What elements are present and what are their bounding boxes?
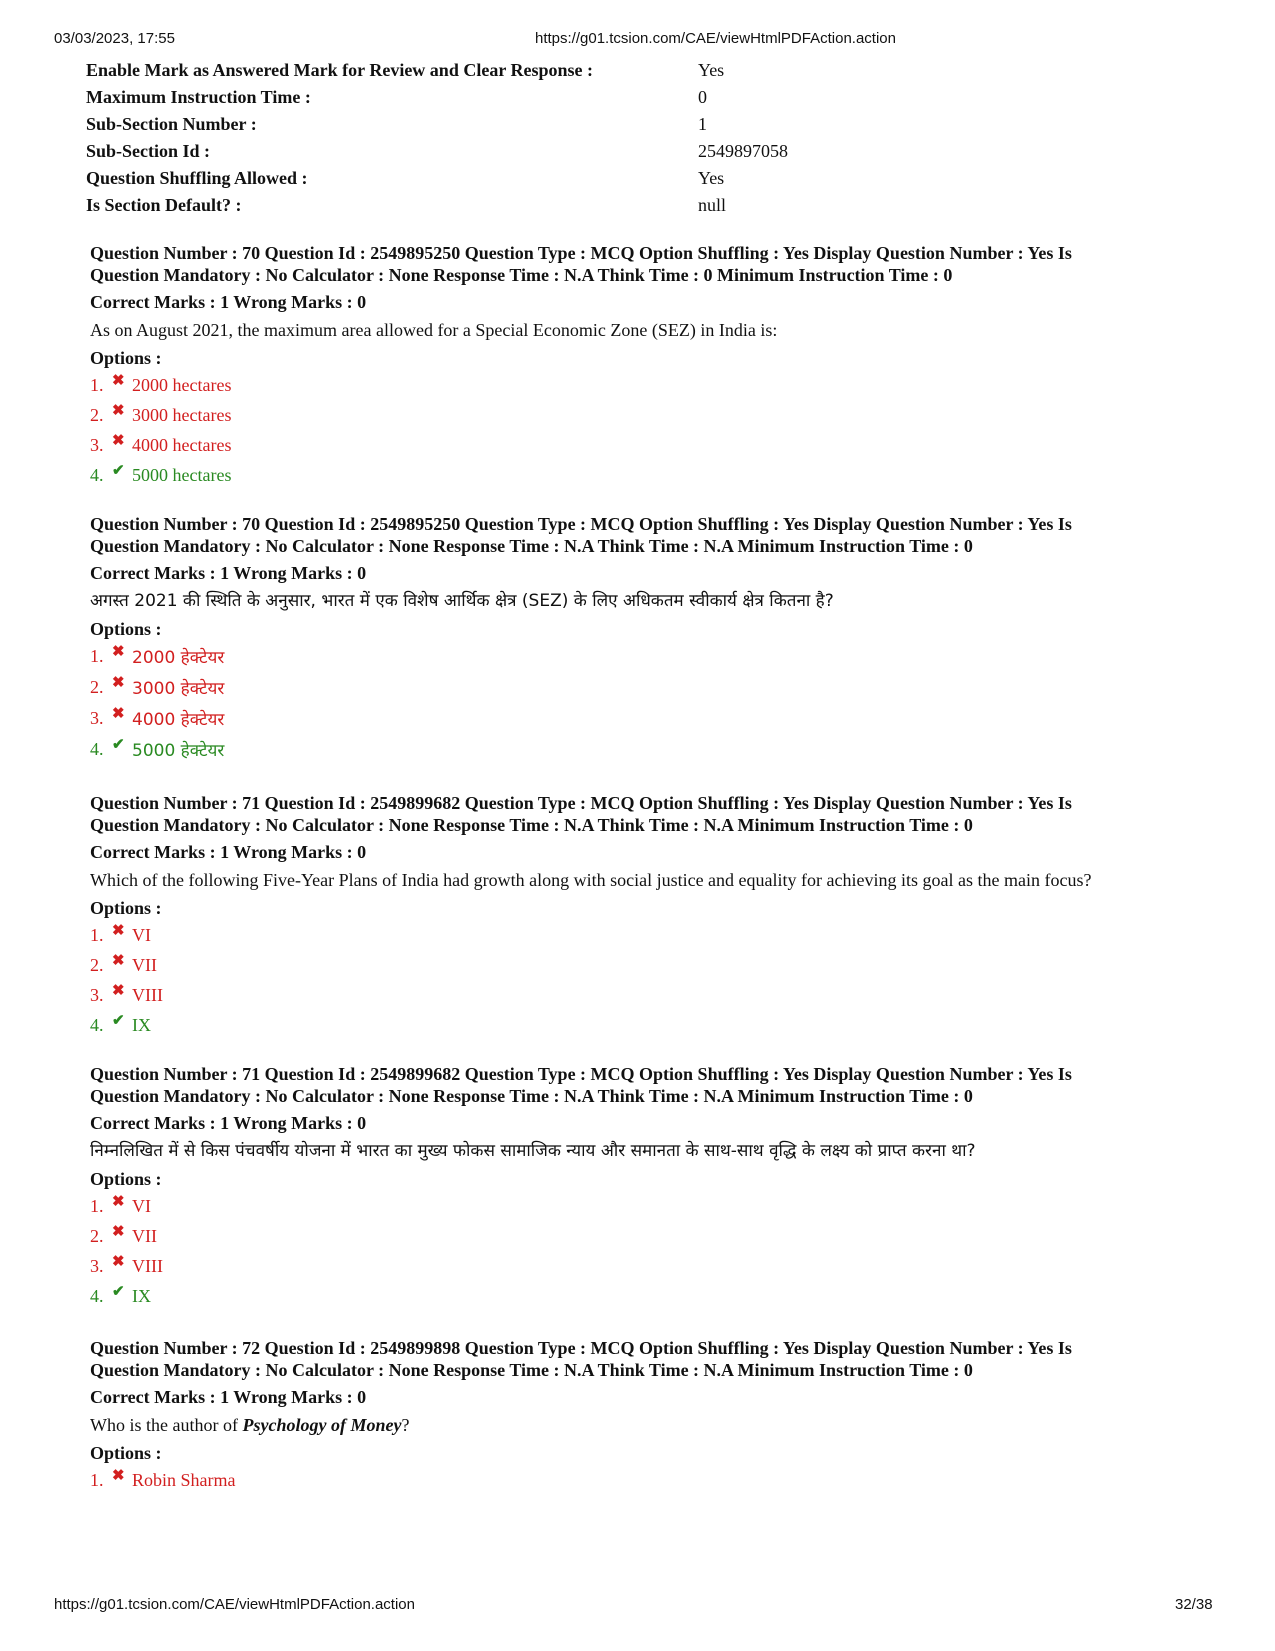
option-number: 2.	[90, 1225, 104, 1246]
cross-icon: ✖	[112, 922, 125, 939]
option-number: 4.	[90, 464, 104, 485]
option-item	[90, 1251, 1210, 1281]
meta-key: Question Shuffling Allowed :	[86, 168, 308, 188]
check-icon: ✔	[112, 1283, 125, 1300]
option-item	[90, 1465, 1210, 1495]
cross-icon: ✖	[112, 1223, 125, 1240]
option-number: 2.	[90, 404, 104, 425]
cross-icon: ✖	[112, 1253, 125, 1270]
meta-value: Yes	[698, 60, 725, 80]
question-header-line: Question Number : 71 Question Id : 2549899682 Question Type : MCQ Option Shuffling : Yes Display Question Number : Yes Is	[90, 1064, 1072, 1084]
question-header	[90, 792, 1210, 836]
option-text: 3000 hectares	[132, 404, 232, 425]
option-number: 1.	[90, 646, 104, 666]
option-number: 3.	[90, 434, 104, 455]
option-item	[90, 950, 1210, 980]
question-marks: Correct Marks : 1 Wrong Marks : 0	[90, 842, 367, 862]
page-number: 32/38	[1175, 1596, 1213, 1613]
question-header-line: Question Number : 72 Question Id : 2549899898 Question Type : MCQ Option Shuffling : Yes Display Question Number : Yes Is	[90, 1338, 1072, 1358]
question-header	[90, 1337, 1210, 1381]
question-text: Which of the following Five-Year Plans of India had growth along with social justice and equality for achieving its goal as the main focus?	[90, 870, 1092, 890]
question-block	[90, 242, 1210, 490]
option-number: 3.	[90, 1255, 104, 1276]
question-header-line: Question Number : 71 Question Id : 2549899682 Question Type : MCQ Option Shuffling : Yes Display Question Number : Yes Is	[90, 793, 1072, 813]
cross-icon: ✖	[112, 982, 125, 999]
option-text: 5000 हेक्टेयर	[132, 741, 225, 761]
check-icon: ✔	[112, 462, 125, 479]
option-item	[90, 370, 1210, 400]
question-text: अगस्त 2021 की स्थिति के अनुसार, भारत में एक विशेष आर्थिक क्षेत्र (SEZ) के लिए अधिकतम स्वीकार्य क्षेत्र कितना है?	[90, 591, 834, 611]
meta-row	[86, 84, 788, 111]
meta-row	[86, 138, 788, 165]
option-text: 2000 हेक्टेयर	[132, 648, 225, 668]
option-text: VI	[132, 924, 151, 945]
question-text	[90, 1413, 1210, 1437]
meta-row	[86, 57, 788, 84]
meta-row	[86, 192, 788, 219]
cross-icon: ✖	[112, 675, 125, 691]
option-text: VII	[132, 1225, 157, 1246]
option-item	[90, 980, 1210, 1010]
option-item	[90, 703, 1210, 734]
question-text-prefix: Who is the author of	[90, 1415, 243, 1435]
question-header	[90, 242, 1210, 286]
meta-value: null	[698, 195, 727, 215]
options-label: Options :	[90, 898, 162, 918]
option-number: 3.	[90, 984, 104, 1005]
question-block	[90, 513, 1210, 765]
check-icon: ✔	[112, 737, 125, 753]
option-number: 1.	[90, 374, 104, 395]
question-text: निम्नलिखित में से किस पंचवर्षीय योजना में भारत का मुख्य फोकस सामाजिक न्याय और समानता के साथ-साथ वृद्धि के लक्ष्य को प्राप्त करना था?	[90, 1141, 976, 1161]
meta-value: 1	[698, 114, 707, 134]
meta-key: Is Section Default? :	[86, 195, 242, 215]
option-number: 4.	[90, 1285, 104, 1306]
question-block	[90, 1337, 1210, 1495]
option-item	[90, 672, 1210, 703]
option-text: 2000 hectares	[132, 374, 232, 395]
question-header-line: Question Mandatory : No Calculator : None Response Time : N.A Think Time : N.A Minimum Instruction Time : 0	[90, 815, 973, 835]
cross-icon: ✖	[112, 432, 125, 449]
option-number: 4.	[90, 739, 104, 759]
print-footer-url: https://g01.tcsion.com/CAE/viewHtmlPDFAction.action	[54, 1596, 415, 1613]
meta-row	[86, 111, 788, 138]
option-text: VIII	[132, 984, 163, 1005]
question-text: As on August 2021, the maximum area allowed for a Special Economic Zone (SEZ) in India is:	[90, 320, 778, 340]
cross-icon: ✖	[112, 372, 125, 389]
option-number: 1.	[90, 1469, 104, 1490]
question-header-line: Question Mandatory : No Calculator : None Response Time : N.A Think Time : 0 Minimum Instruction Time : 0	[90, 265, 953, 285]
option-text: IX	[132, 1014, 151, 1035]
option-item	[90, 460, 1210, 490]
cross-icon: ✖	[112, 644, 125, 660]
question-header-line: Question Mandatory : No Calculator : None Response Time : N.A Think Time : N.A Minimum Instruction Time : 0	[90, 536, 973, 556]
option-item	[90, 1221, 1210, 1251]
option-number: 2.	[90, 954, 104, 975]
option-text: Robin Sharma	[132, 1469, 236, 1490]
meta-key: Maximum Instruction Time :	[86, 87, 311, 107]
print-datetime: 03/03/2023, 17:55	[54, 30, 175, 47]
option-item	[90, 430, 1210, 460]
question-marks: Correct Marks : 1 Wrong Marks : 0	[90, 1387, 367, 1407]
question-header-line: Question Number : 70 Question Id : 2549895250 Question Type : MCQ Option Shuffling : Yes Display Question Number : Yes Is	[90, 514, 1072, 534]
print-header-url: https://g01.tcsion.com/CAE/viewHtmlPDFAction.action	[535, 30, 896, 47]
option-number: 1.	[90, 1195, 104, 1216]
option-item	[90, 400, 1210, 430]
options-label: Options :	[90, 619, 162, 639]
cross-icon: ✖	[112, 1193, 125, 1210]
meta-value: 2549897058	[698, 141, 788, 161]
meta-row	[86, 165, 788, 192]
options-label: Options :	[90, 1169, 162, 1189]
option-number: 1.	[90, 924, 104, 945]
question-header-line: Question Mandatory : No Calculator : None Response Time : N.A Think Time : N.A Minimum Instruction Time : 0	[90, 1360, 973, 1380]
option-text: 4000 हेक्टेयर	[132, 710, 225, 730]
meta-value: Yes	[698, 168, 725, 188]
option-number: 2.	[90, 677, 104, 697]
cross-icon: ✖	[112, 1467, 125, 1484]
question-marks: Correct Marks : 1 Wrong Marks : 0	[90, 292, 367, 312]
section-meta	[86, 57, 788, 219]
option-text: VII	[132, 954, 157, 975]
question-text-suffix: ?	[401, 1415, 410, 1435]
options-label: Options :	[90, 1443, 162, 1463]
question-header	[90, 513, 1210, 557]
option-text: 3000 हेक्टेयर	[132, 679, 225, 699]
option-item	[90, 641, 1210, 672]
meta-value: 0	[698, 87, 707, 107]
question-marks: Correct Marks : 1 Wrong Marks : 0	[90, 563, 367, 583]
cross-icon: ✖	[112, 952, 125, 969]
meta-key: Sub-Section Number :	[86, 114, 257, 134]
check-icon: ✔	[112, 1012, 125, 1029]
option-number: 3.	[90, 708, 104, 728]
option-item	[90, 1010, 1210, 1040]
question-header	[90, 1063, 1210, 1107]
option-number: 4.	[90, 1014, 104, 1035]
meta-key: Enable Mark as Answered Mark for Review and Clear Response :	[86, 60, 593, 80]
cross-icon: ✖	[112, 706, 125, 722]
question-block	[90, 792, 1210, 1040]
option-item	[90, 1281, 1210, 1311]
option-text: 5000 hectares	[132, 464, 232, 485]
meta-key: Sub-Section Id :	[86, 141, 211, 161]
option-text: VI	[132, 1195, 151, 1216]
question-block	[90, 1063, 1210, 1311]
question-header-line: Question Number : 70 Question Id : 2549895250 Question Type : MCQ Option Shuffling : Yes Display Question Number : Yes Is	[90, 243, 1072, 263]
option-text: VIII	[132, 1255, 163, 1276]
question-header-line: Question Mandatory : No Calculator : None Response Time : N.A Think Time : N.A Minimum Instruction Time : 0	[90, 1086, 973, 1106]
cross-icon: ✖	[112, 402, 125, 419]
question-marks: Correct Marks : 1 Wrong Marks : 0	[90, 1113, 367, 1133]
option-text: IX	[132, 1285, 151, 1306]
option-item	[90, 920, 1210, 950]
option-text: 4000 hectares	[132, 434, 232, 455]
option-item	[90, 734, 1210, 765]
book-title: Psychology of Money	[242, 1415, 402, 1435]
option-item	[90, 1191, 1210, 1221]
options-label: Options :	[90, 348, 162, 368]
